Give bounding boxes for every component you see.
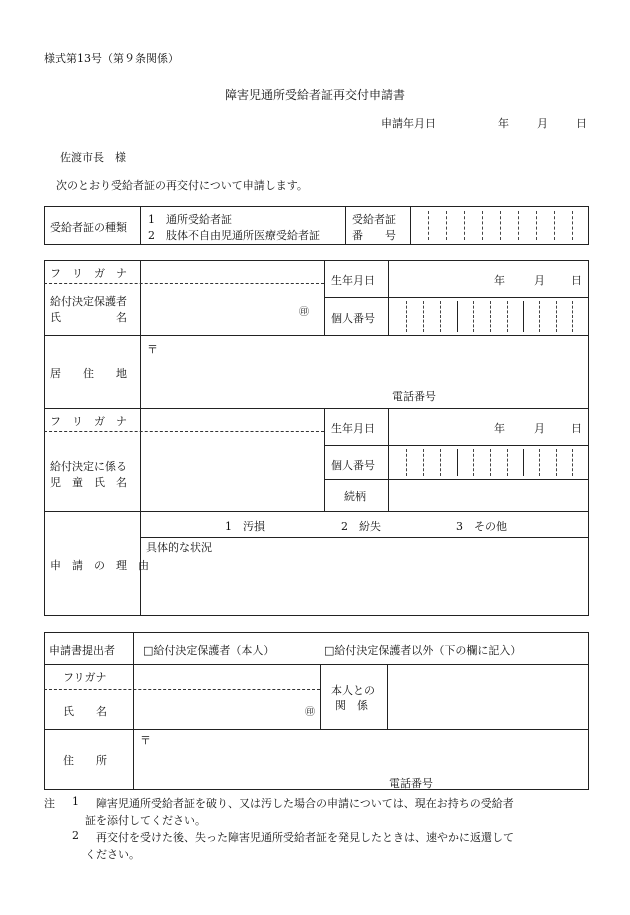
page-title: 障害児通所受給者証再交付申請書 — [224, 88, 405, 102]
note-1-line-2: 証を添付してください。 — [85, 814, 206, 827]
guardian-postal-mark: 〒 — [147, 343, 158, 356]
guardian-id-label: 個人番号 — [331, 312, 375, 325]
note-1-number: 1 — [72, 795, 79, 808]
note-2-line-2: ください。 — [85, 848, 140, 861]
submitter-seal-mark: ㊞ — [305, 707, 315, 718]
child-birth-label: 生年月日 — [331, 422, 375, 435]
intro-text: 次のとおり受給者証の再交付について申請します。 — [56, 179, 308, 192]
date-label: 申請年月日 — [381, 117, 436, 130]
guardian-furigana-label: フ リ ガ ナ — [50, 267, 127, 280]
certificate-number-label-2: 番 号 — [352, 229, 396, 242]
submitter-postal-mark: 〒 — [140, 734, 151, 747]
certificate-option-2: 2 肢体不自由児通所医療受給者証 — [148, 229, 320, 242]
guardian-name-label-2: 氏 名 — [50, 311, 127, 324]
guardian-birth-day: 日 — [571, 274, 582, 287]
submitter-furigana-label: フリガナ — [63, 671, 107, 684]
guardian-address-label: 居 住 地 — [50, 367, 127, 380]
date-month: 月 — [537, 117, 548, 130]
reason-detail-label: 具体的な状況 — [146, 541, 212, 554]
date-day: 日 — [576, 117, 587, 130]
child-name-label: 給付決定に係る — [50, 460, 127, 473]
guardian-phone-label: 電話番号 — [392, 390, 436, 403]
guardian-birth-month: 月 — [534, 274, 545, 287]
child-birth-day: 日 — [571, 422, 582, 435]
date-year: 年 — [498, 117, 509, 130]
submitter-choice-other[interactable]: □給付決定保護者以外（下の欄に記入） — [324, 644, 522, 657]
reason-label: 申 請 の 理 由 — [50, 559, 149, 572]
guardian-seal-mark: ㊞ — [299, 307, 309, 318]
submitter-address-label: 住 所 — [63, 754, 107, 767]
child-furigana-label: フ リ ガ ナ — [50, 415, 127, 428]
guardian-birth-label: 生年月日 — [331, 274, 375, 287]
submitter-name-label: 氏 名 — [63, 705, 107, 718]
certificate-option-1: 1 通所受給者証 — [148, 213, 232, 226]
submitter-relation-label-2: 関 係 — [335, 699, 368, 712]
submitter-choice-self[interactable]: □給付決定保護者（本人） — [143, 644, 275, 657]
submitter-phone-label: 電話番号 — [389, 777, 433, 790]
certificate-number-label: 受給者証 — [352, 213, 396, 226]
note-1-line-1: 障害児通所受給者証を破り、又は汚した場合の申請については、現在お持ちの受給者 — [96, 797, 514, 810]
form-number: 様式第13号（第９条関係） — [44, 52, 179, 65]
guardian-name-label: 給付決定保護者 — [50, 295, 127, 308]
child-relation-label: 続柄 — [344, 490, 366, 503]
note-2-number: 2 — [72, 829, 79, 842]
child-birth-year: 年 — [494, 422, 505, 435]
submitter-relation-label: 本人との — [331, 684, 375, 697]
reason-option-lost[interactable]: 2 紛失 — [341, 520, 381, 533]
note-2-line-1: 再交付を受けた後、失った障害児通所受給者証を発見したときは、速やかに返還して — [96, 831, 514, 844]
submitter-label: 申請書提出者 — [49, 644, 115, 657]
reason-option-soiled[interactable]: 1 汚損 — [225, 520, 265, 533]
child-birth-month: 月 — [534, 422, 545, 435]
child-name-label-2: 児 童 氏 名 — [50, 476, 127, 489]
guardian-birth-year: 年 — [494, 274, 505, 287]
reason-option-other[interactable]: 3 その他 — [456, 520, 507, 533]
addressee: 佐渡市長 様 — [60, 151, 126, 164]
certificate-type-label: 受給者証の種類 — [50, 221, 127, 234]
child-id-label: 個人番号 — [331, 459, 375, 472]
notes-prefix: 注 — [44, 797, 55, 810]
